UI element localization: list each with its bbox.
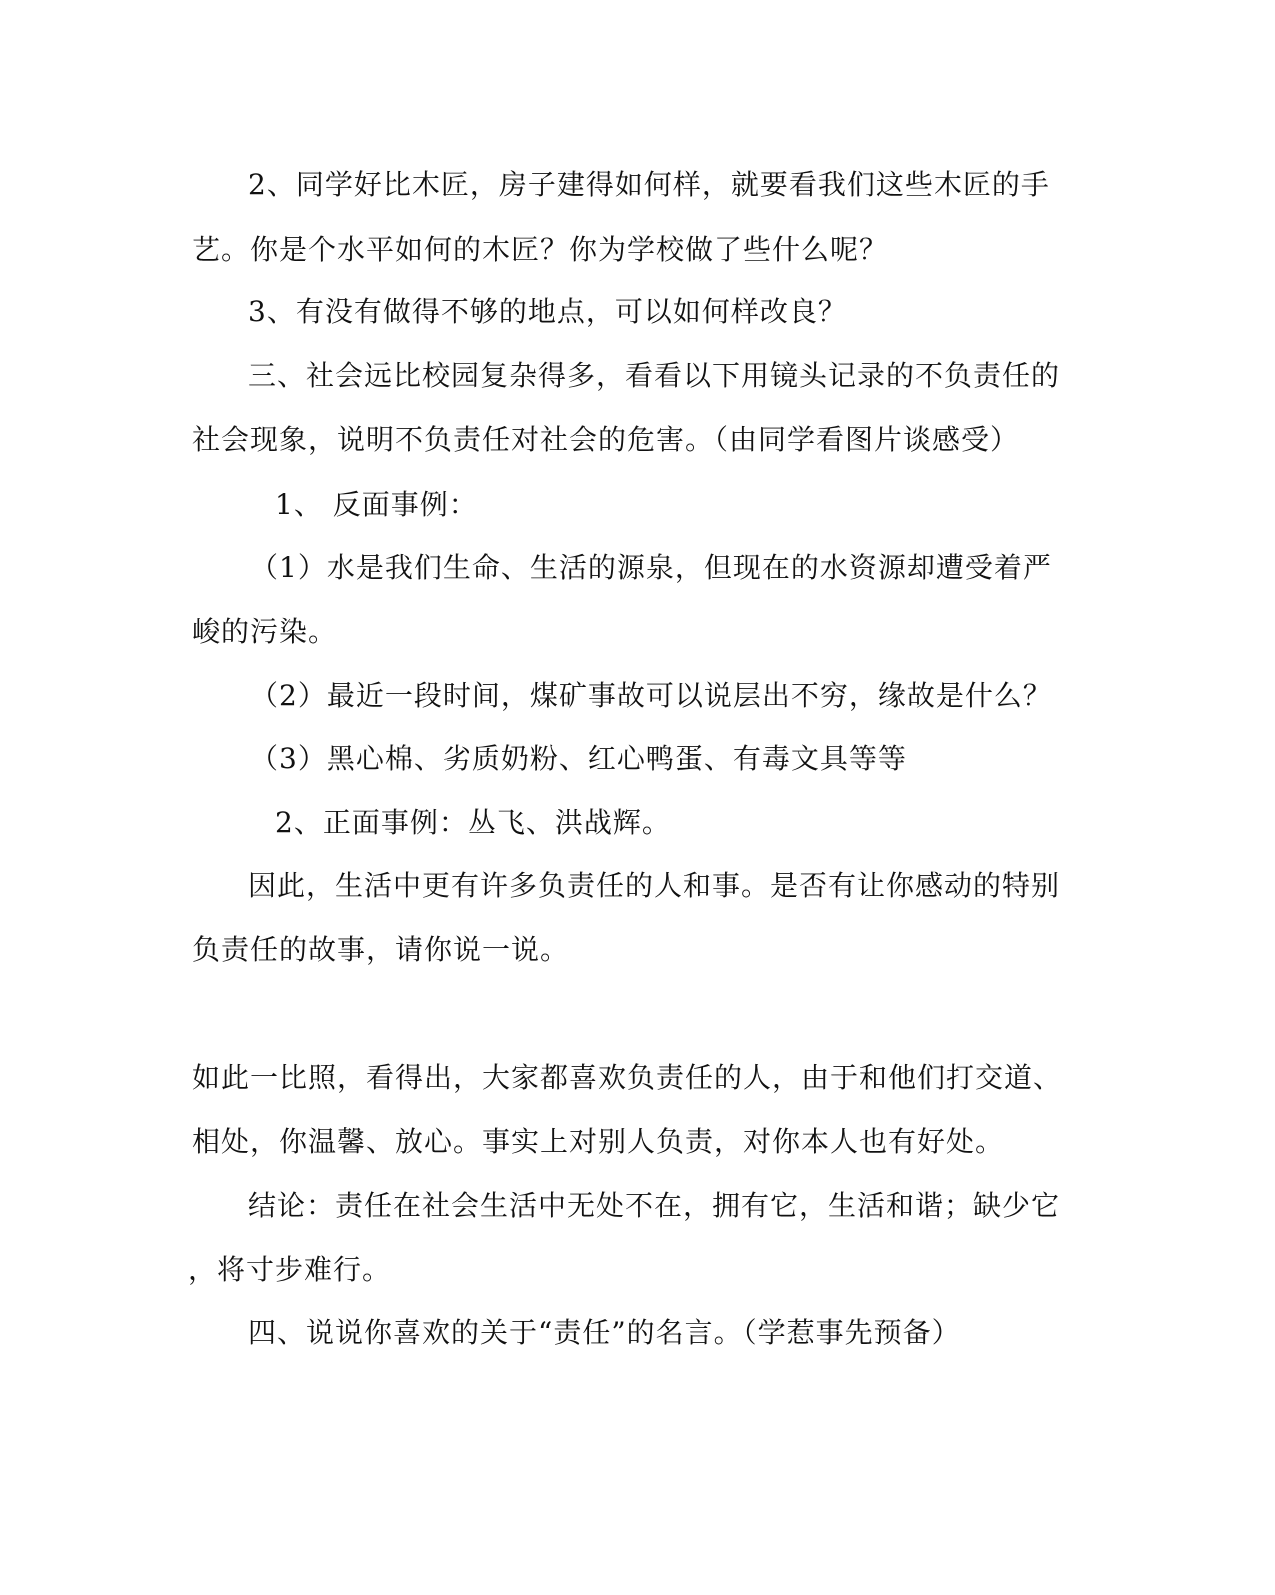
- paragraph-line: 2、同学好比木匠，房子建得如何样，就要看我们这些木匠的手: [248, 168, 1050, 201]
- paragraph-line: 3、有没有做得不够的地点，可以如何样改良？: [248, 295, 847, 328]
- subheading-line: 2、正面事例：丛飞、洪战辉。: [275, 806, 671, 839]
- conclusion-line: ，将寸步难行。: [188, 1253, 392, 1286]
- list-item-line: 峻的污染。: [192, 615, 338, 648]
- paragraph-line: 社会现象，说明不负责任对社会的危害。（由同学看图片谈感受）: [192, 423, 1020, 456]
- paragraph-line: 如此一比照，看得出，大家都喜欢负责任的人，由于和他们打交道、: [192, 1061, 1063, 1094]
- list-item-line: （3）黑心棉、劣质奶粉、红心鸭蛋、有毒文具等等: [250, 742, 907, 775]
- section-heading-line: 三、社会远比校园复杂得多，看看以下用镜头记录的不负责任的: [248, 359, 1061, 392]
- conclusion-line: 结论：责任在社会生活中无处不在，拥有它，生活和谐；缺少它: [248, 1189, 1061, 1222]
- paragraph-line: 因此，生活中更有许多负责任的人和事。是否有让你感动的特别: [248, 869, 1061, 902]
- list-item-line: （1）水是我们生命、生活的源泉，但现在的水资源却遭受着严: [250, 551, 1052, 584]
- subheading-line: 1、 反面事例：: [275, 488, 478, 521]
- paragraph-line: 艺。你是个水平如何的木匠？你为学校做了些什么呢？: [192, 233, 889, 266]
- paragraph-line: 负责任的故事，请你说一说。: [192, 933, 570, 966]
- list-item-line: （2）最近一段时间，煤矿事故可以说层出不穷，缘故是什么？: [250, 679, 1052, 712]
- section-heading-line: 四、说说你喜欢的关于“责任”的名言。（学惹事先预备）: [248, 1316, 961, 1349]
- paragraph-line: 相处，你温馨、放心。事实上对别人负责，对你本人也有好处。: [192, 1125, 1005, 1158]
